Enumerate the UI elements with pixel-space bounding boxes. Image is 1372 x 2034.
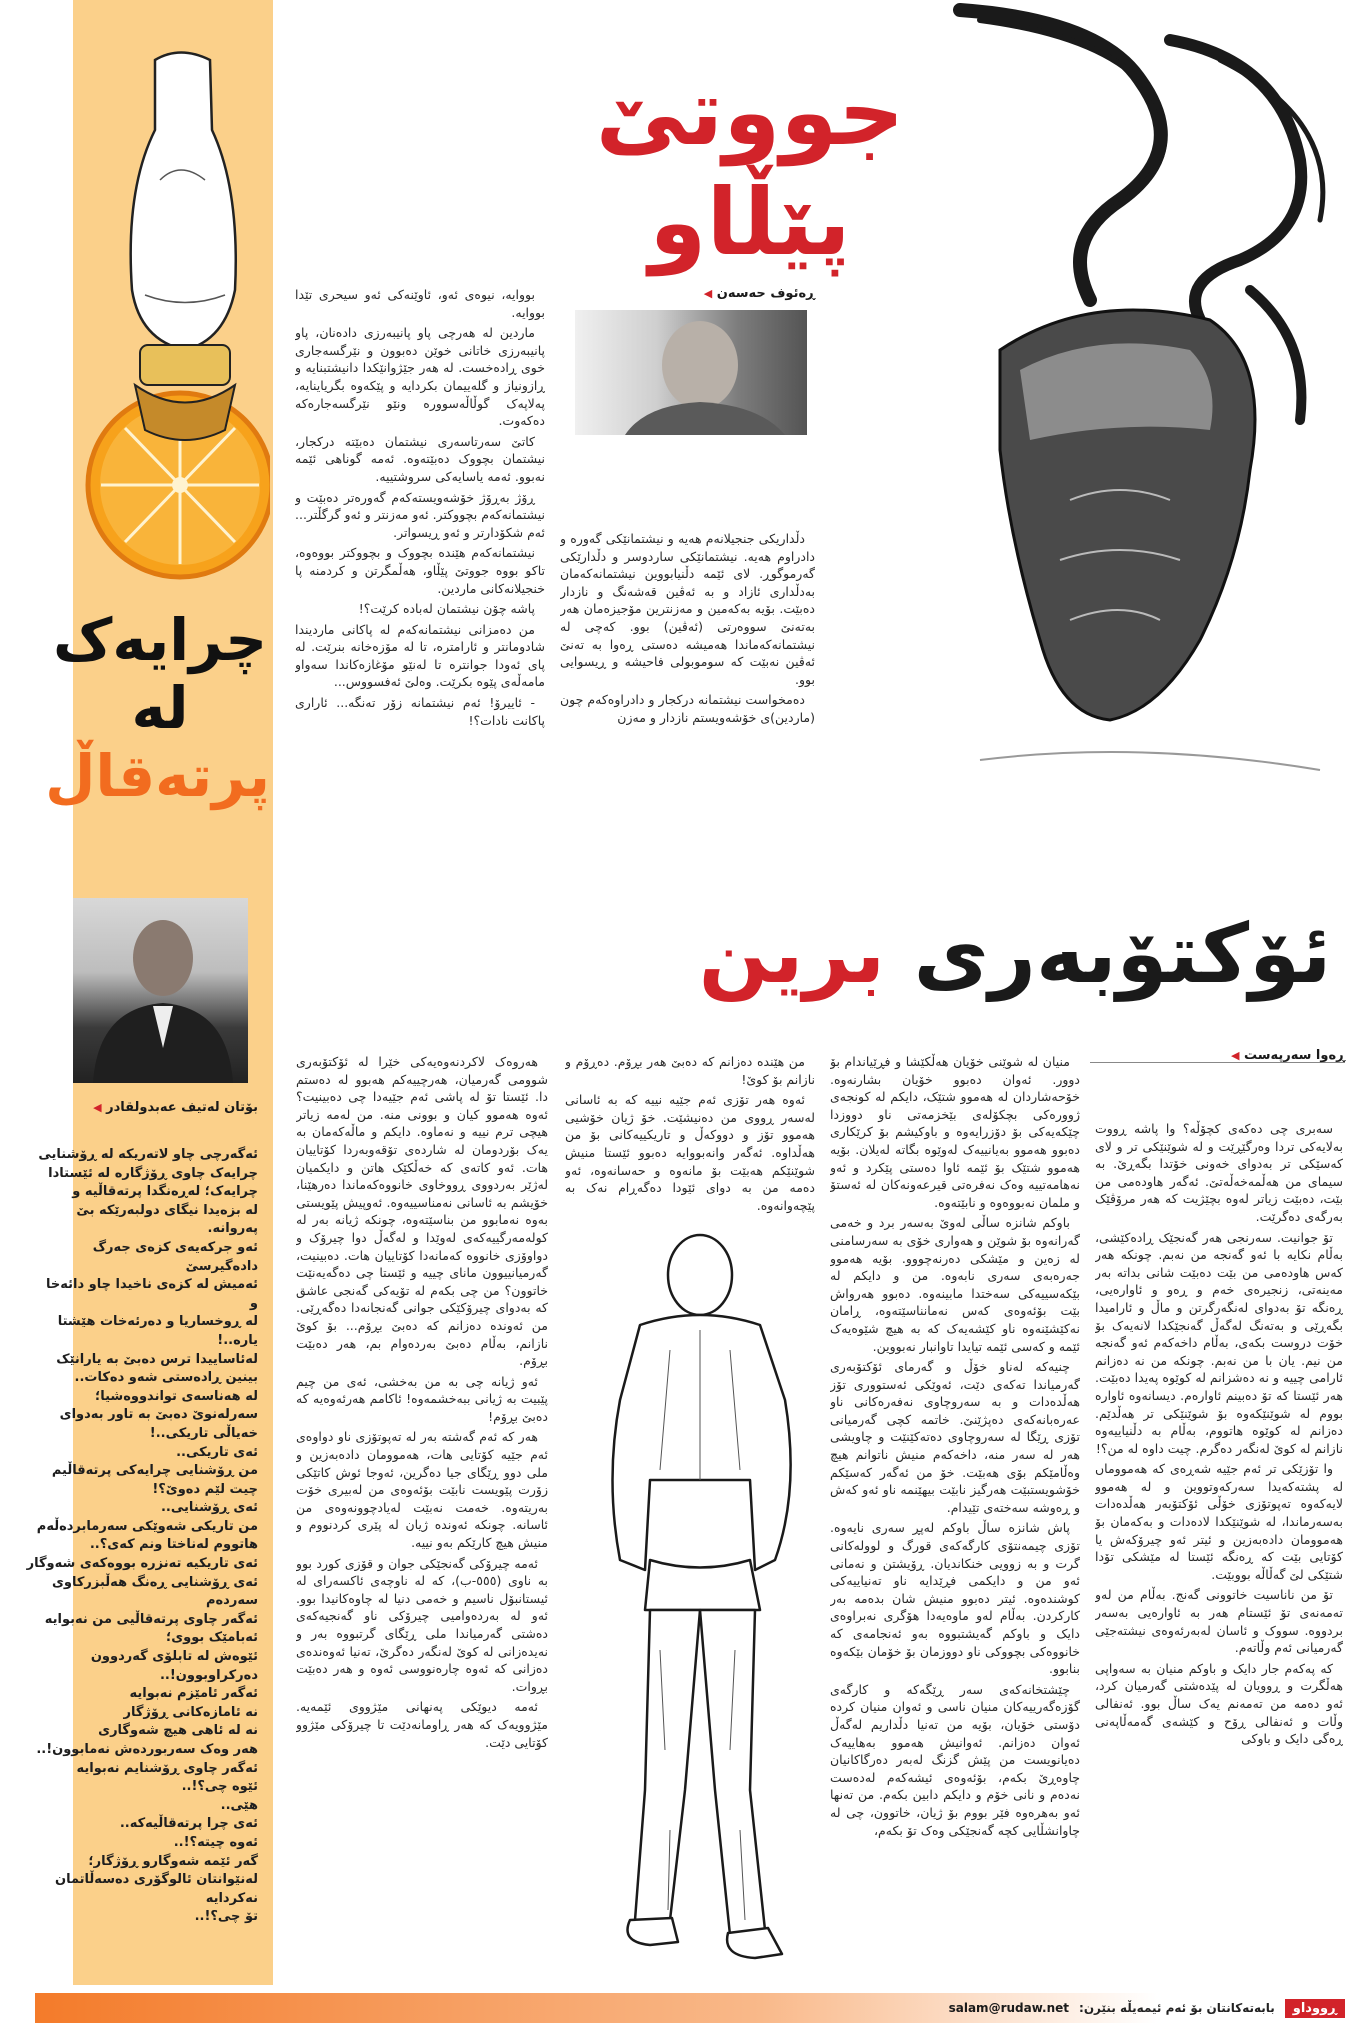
poem-line: ئەگەر چاوی پرتەقاڵیی من نەبوایە bbox=[44, 1611, 258, 1627]
ballet-shoe-illustration bbox=[920, 0, 1360, 820]
author-photo-raouf bbox=[575, 310, 807, 435]
poem-line: دەرکراوبوون!.. bbox=[159, 1667, 258, 1683]
poem-line: ئەی ڕۆشنایی ڕەنگ هەڵبزرکاوی bbox=[51, 1574, 258, 1590]
poem-line: سەردەم bbox=[205, 1593, 258, 1609]
footer-email-link[interactable]: salam@rudaw.net bbox=[948, 2001, 1070, 2015]
byline-marker-icon: ◀ bbox=[703, 287, 713, 300]
paragraph: دەمخواست نیشتمانە درکجار و دادراوەکەم چون (ماردین)ی خۆشەویستم نازدار و مەزن bbox=[560, 692, 815, 725]
paragraph: من هێندە دەزانم کە دەبێ هەر بڕۆم. دەڕۆم و نازانم بۆ کوێ! bbox=[565, 1054, 815, 1087]
poem-line: ئەو جرکەیەی کزەی جەرگ bbox=[92, 1239, 258, 1255]
poem-line: خەیاڵی تاریکی..! bbox=[149, 1425, 258, 1441]
paragraph: ئەمە چیرۆکی گەنجێکی جوان و قۆزی کورد بوو بە ناوی (٥٥٥-ب)، کە لە ناوچەی ئاکسەرای لە ئیستانبۆل ناسیم و خەمی دنیا لە چاوەکانیدا بوو. ئەو لە بەردەوامیی چیرۆکی ناو گەنجیەکەی دەشتی گەرمیاندا ملی ڕێگای گرتبووە بەر و نەیدەزانی لە کوێ لەنگەر دەگرێ، تەنیا ئەوەندەی دەزانی کە ئەوە چارەنووسی ئەوە و هەر دەبێت بڕوات. bbox=[296, 1555, 548, 1694]
paragraph: پاش شانزە ساڵ باوکم لەپڕ سەری نایەوە. تۆزی چیمەنتۆی کارگەکەی قورگ و لوولەکانی گرت و بە زوویی خنکاندیان. ڕۆیشتن و نەمانی ئەو من و دایکمی فڕێدایە ناو تەنیاییەکی کوشندەوە. ئیتر دەبوو منیش شان بدەمە بەر کارکردن. بەڵام لەو ماوەیەدا هۆگری نەبراوەی دایک و باوکم گەیشتبووە بەو ئەنجامەی کە خانووەکی بچووکی ناو دووزمان بۆ خۆمان بێکەوە بنابوو. bbox=[830, 1520, 1080, 1677]
author-name-rawa: ڕەوا سەرپەست bbox=[1243, 1048, 1345, 1063]
poem-line: من ڕۆشنایی چرایەکی پرتەقاڵیم bbox=[51, 1463, 258, 1479]
poem-line: هێی.. bbox=[220, 1797, 258, 1813]
article2-column-2 bbox=[830, 1053, 1080, 1975]
lamp-orange-illustration bbox=[60, 40, 270, 580]
poem-line: و bbox=[249, 1295, 258, 1311]
paragraph: پاشە چۆن نیشتمان لەبادە کرێت؟! bbox=[358, 601, 535, 617]
paragraph: تۆ جوانیت. سەرنجی هەر گەنجێک ڕادەکێشی، بەڵام نکایە با ئەو گەنجە من نەبم. چونکە هەر کەس هاودەمی من بێت دەبێت شانی بداتە بەر مەینەتی، زنجیرەی خەم و ڕەو و ئاوارەیی، ڕەنگە تۆ بەدوای لەنگەرگرتن و ماڵ و ئارامیدا بگەڕێی و بەتەنگ لەگەڵ گەنجێکدا لانەیەک بۆ خۆت دروست بکەی، بەڵام داخەکەم ئەو گەنجە من نیم. یان با من نەبم. چونکە من نە دەزانم ئارامی چییە و نە دەشزانم لە کوێوە پەیدا دەبێت. هەر ئێستا کە تۆ دەبینم ئاوارەم. دیسانەوە ئاوارە بووم لە شوێنێکەوە بۆ شوێنێکی تر هەڵدێم. دەزانم لە کوێوە هاتووم، بەڵام بە دڵنیاییەوە نازانم لە کوێ لەنگەر دەگرم. چیت داوە لە من؟! bbox=[1095, 1229, 1343, 1456]
paragraph: چنیەکە لەناو خۆڵ و گەرمای ئۆکتۆبەری گەرمیاندا تەکەی دێت، ئەوێکی ئەستووری تۆز هەڵدەدات و بە سەروچاوی نەفەرەکانی ناو عەرەبانەکەی دەپژێنێ. خاتمە کچی گەرمیانی تۆزی ڕێگا لە سەروچاوی دەتەکێنێت و چاویشی هەر لە سەر منە، داخەکەم منیش ناتوانم هیچ وەڵامێکم بۆی هەبێت. خۆ من ئەگەر کەسێکم خۆشویستبێت هەرگیز نابێت بیهێنمە ناو ئەو کەش و ڕەوشە سەختەی تێیدام. bbox=[830, 1359, 1080, 1515]
paragraph: - ئاییرۆ! ئەم نیشتمانە زۆر تەنگە... ئاراری پاکانت نادات؟! bbox=[295, 695, 545, 728]
poem-line: لەنێوانتان ئالوگۆری دەسەڵاتمان bbox=[54, 1872, 258, 1888]
poem-line: هەر وەک سەربوردەش نەمابوون!.. bbox=[36, 1742, 258, 1757]
poem-line: من تاریکی شەوێکی سەرمابردەڵەم bbox=[36, 1518, 258, 1534]
footer-text: بابەتەکانتان بۆ ئەم ئیمەیڵە بنێرن: bbox=[1079, 2001, 1275, 2015]
article2-column-3 bbox=[565, 1053, 815, 1223]
paragraph: من دەمزانی نیشتمانەکەم لە پاکانی ماردیندا شادومانتر و ئارامترە، تا لە مۆزەخانە بنرێت. لە پای ئەودا جوانترە تا لەنێو مۆغازەکاندا سەواو مامەڵەی پێوە بکرێت. وەلێ ئەفسووس... bbox=[295, 621, 545, 690]
author-name-butan: بۆتان لەتیف عەبدولقادر bbox=[106, 1100, 258, 1115]
poem-line: هاتووم لەناختا ونم کەی؟.. bbox=[89, 1537, 258, 1553]
poem-line: ئەگەر چاوی ڕۆشنایم نەبوایە bbox=[76, 1760, 258, 1776]
poem-line: نەکردایە bbox=[205, 1890, 258, 1906]
footer-logo: ڕووداو bbox=[1285, 1999, 1345, 2018]
article2-column-1 bbox=[1095, 1120, 1343, 1975]
poem-line: گەر ئێمە شەوگارو ڕۆژگار؛ bbox=[88, 1853, 258, 1869]
poem-line: تۆ چی؟!.. bbox=[194, 1909, 258, 1925]
article1-title: جووتێ پێڵاو bbox=[595, 59, 905, 276]
paragraph: هەروەک لاکردنەوەیەکی خێرا لە ئۆکتۆبەری شوومی گەرمیان، هەرچییەکم هەبوو لە دەستم دا. ئێستا تۆ لە پاشی ئەم جێیەدا چی دەبینیت؟ ئەوە هەموو کیان و بوونی منە. من لەمە زیاتر هیچی ترم نییە و نەماوە. دایکم و ماڵەکەمان بە یەک بۆردومان لە شاردەی تۆقەوبەردا کۆتاییان هات. ئەو کاتەی کە خەڵکێک هاتن و دایکمیان لەژێر بەردووی ڕووخاوی خانووەکەماندا دەرهێنا، خۆیشم بە ئاسانی نەمناسییەوە. ئەوپیش پێویستی بەوە نەمابوو من بناسێتەوە، چونکە ژیانە بەر لە کولەمەرگییەکەی لەوێدا و لەگەڵ دوا چیرۆک و دواوۆزی خانووە کەمانەدا کۆتاییان هات. دەبینیت، گەرمیانییوون مانای چییە و ئێستا چی دەگەیەنێت خاتوون؟ من چی بکەم لە تۆیەکی گەنجی عاشق کە بەدوای چیرۆکێکی جوانی گەنجانەدا دەگەڕێی. من ئەوندە دەزانم کە دەبێ بڕۆم... بۆ کوێ نازانم، بەڵام دەبێ بەردەوام بم، هەر دەبێت بڕۆم. bbox=[296, 1054, 548, 1369]
walking-man-illustration bbox=[550, 1230, 830, 1970]
poem-line: لە هەناسەی تواندووەشیا؛ bbox=[95, 1388, 258, 1404]
article2-column-4 bbox=[296, 1053, 548, 1975]
paragraph: کاتێ سەرتاسەری نیشتمان دەبێتە درکجار، نیشتمان بچووک دەبێتەوە. ئەمە گوناهی ئێمە نەبوو. ئەمە یاسایەکی سروشتییە. bbox=[295, 433, 545, 484]
article1-column-left bbox=[295, 286, 545, 746]
article2-byline bbox=[1100, 1048, 1345, 1063]
article2-title-black: ئۆکتۆبەری bbox=[913, 907, 1332, 1002]
poem-line: ئێوە چی؟!.. bbox=[181, 1779, 258, 1795]
article2-title bbox=[690, 905, 1340, 1005]
poem-line: چرایەک چاوی ڕۆژگارە لە ئێستادا bbox=[48, 1165, 258, 1181]
article1-byline bbox=[575, 286, 815, 301]
paragraph: منیان لە شوێنی خۆیان هەڵکێشا و فڕێیاندام بۆ دوور. ئەوان دەبوو خۆیان بشارنەوە. خۆحەشاردان لە هەموو شتێک، دایکم لە کونجەی ژوورەکی بچکۆلەی بێخزمەتی ناو دووزدا چێکەیەکی بۆ دۆزرایەوە و باوکیشم بۆ کرێکاری دەبوو هەموو بەیانییەک لەوێوە بگاتە لەیلان. بۆیە هەموو شتێک بۆ ئێمە ئاوا دەستی پێکرد و ئەو نەهامەتییە وەک نەفرەتی قیرعەونەکان لە ئەستۆ و ملمان نەبووەوە و نابێتەوە. bbox=[830, 1054, 1080, 1210]
paragraph: ئەو ژیانە چی بە من بەخشی، ئەی من چیم پێبیت بە ژیانی ببەخشمەوە! ئاکامم هەرئەوەیە کە دەبێ بڕۆم! bbox=[296, 1373, 548, 1424]
poem-line: ئەی تاریکی.. bbox=[176, 1444, 258, 1460]
poem-line: لەئاساییدا ترس دەبێ بە یارانێک bbox=[56, 1351, 258, 1367]
poem-line: ئێوەش لە تابلۆی گەردوون bbox=[90, 1649, 258, 1665]
paragraph: کە پەکەم جار دایک و باوکم منیان بە سەواپی هەڵگرت و ڕوویان لە پێدەشتی گەرمیان کرد، ئەو دەمە من تەمەنم یەک ساڵ بوو. ئەنفالی وڵات و ئەنفالی ڕۆح و کێشەی گەمەڵاپەنی ڕەگی دایک و باوکی bbox=[1095, 1660, 1343, 1747]
poem-line: چیت لێم دەوێ؟! bbox=[152, 1481, 258, 1497]
poem-line: ئەی تاریکیە تەنزرە بووەکەی شەوگار bbox=[26, 1556, 258, 1572]
sidebar-title-line3: پرتەقاڵ bbox=[45, 742, 270, 810]
poem-line: ئەی چرا پرتەقاڵیەکە.. bbox=[119, 1816, 258, 1832]
poem-line: سەرلەنوێ دەبێ بە تاور بەدوای bbox=[59, 1407, 258, 1423]
poem-line: یارە..! bbox=[217, 1332, 258, 1348]
paragraph: ئەوە هەر تۆزی ئەم جێیە نییە کە بە ئاسانی لەسەر ڕووی من دەنیشێت. خۆ ژیان خۆشیی هەموو تۆز و دووکەڵ و تاریکییەکانی بۆ من هەڵداوە. ئەگەر وانەبووایە دەبوو ئێستا منیش شوێنێکم هەبێت بۆ مانەوە و حەسانەوە، ئەو دەمە من بە دوای ئێودا دەگەڕام نەک بە پێچەوانەوە. bbox=[565, 1092, 815, 1213]
poem-line: لە بزەیدا نیگای دولبەرێکە بێ bbox=[76, 1202, 258, 1218]
paragraph: سەبری چی دەکەی کچۆڵە؟ وا پاشە ڕووت بەلایەکی تردا وەرگێڕێت و لە شوێنێکی تر و لای کەسێکی تر بەدوای خەونی خۆتدا بگەڕێ. بە سیمای من هەڵمەخەڵەتێ. ئەگەر هاودەمی من بێت، دەبێت زیاتر لەوە بچێژیت کە هەر مرۆڤێک بەرگەی دەگرێت. bbox=[1095, 1121, 1343, 1224]
poem-line: لە ڕوخساریا و دەرئەخات هێشتا bbox=[57, 1314, 258, 1330]
sidebar-title-line2: لە bbox=[131, 674, 189, 742]
poem-line: ئەی ڕۆشنایی.. bbox=[160, 1500, 258, 1516]
paragraph: باوکم شانزە ساڵی لەوێ بەسەر برد و خەمی گەرانەوە بۆ شوێن و هەواری خۆی بە سەرسامنی لە زەین و مێشکی دەرنەچووو. بۆیە هەموو جەرەبەی سەری نابەوە. من و دایکم لە بێکەسییەکی سەختدا مابینەوە. دەبوو هەرواش بێت بۆئەوەی کەس نەمانناسێتەوە، ڕامان نەکێشێنەوە ناو کێشەیەک کە بە هیچ شێوەیەک ئێمە و کەسی ئێمە تیایدا تاوانبار نەبووین. bbox=[830, 1215, 1080, 1354]
poem-line: پەروانە. bbox=[207, 1221, 258, 1237]
paragraph: بووایە، نیوەی ئەو، ئاوێنەکی ئەو سیحری تێدا بووایە. bbox=[295, 287, 545, 320]
paragraph: ماردین لە هەرچی پاو پانیبەرزی دادەنان، پاو پانیبەرزی خاتانی خوێن دەبوون و نێرگسەجاری خوی ڕادەخست. لە هەر جێژوانێکدا دانیشتبنایە و ڕازونیاز و گلەییمان بکردایە و پێکەوە بگریاینایە، پەلاپەک گوڵاڵەسووره ونێو نێرگسەجارەکە دەکەوت. bbox=[295, 325, 545, 429]
poem-line: بینین ڕادەستی شەو دەکات.. bbox=[74, 1370, 258, 1386]
byline-marker-icon: ◀ bbox=[1230, 1049, 1240, 1062]
sidebar-title-line1: چرایەک bbox=[52, 606, 268, 674]
sidebar-byline bbox=[73, 1100, 258, 1115]
poem-line: نە ئامازەکانی ڕۆژگار bbox=[123, 1704, 258, 1720]
poem-line: ئەگەر ئامێزم نەبوایە bbox=[129, 1686, 258, 1702]
author-photo-butan bbox=[73, 898, 248, 1083]
poem-line: ئەمیش لە کزەی ناخیدا چاو دائەخا bbox=[45, 1277, 258, 1293]
paragraph: تۆ من ناناسیت خاتوونی گەنج. بەڵام من لەو تەمەنەی تۆ ئێستام هەر بە ئاوارەیی بەسەر بردووە. سووک و ئاسان لەبەرئەوەی نیشتەجێی گەرمیانی ئەم وڵاتەم. bbox=[1095, 1587, 1343, 1656]
poem-line: چرایەک؛ لەڕەنگدا پرتەقاڵیە و bbox=[72, 1184, 258, 1200]
poem-line: ئەبامێک بووی؛ bbox=[166, 1630, 258, 1646]
byline-marker-icon: ◀ bbox=[93, 1101, 102, 1114]
author-name-raouf: ڕەئوف حەسەن bbox=[716, 286, 815, 301]
article1-column-right bbox=[560, 530, 815, 750]
paragraph: نیشتمانەکەم هێندە بچووک و بچووکتر بووەوە، تاکو بووە جووتێ پێڵاو، هەڵمگرتن و کردمنە پا خنجیلانەکانی ماردین. bbox=[295, 545, 545, 596]
sidebar-title bbox=[45, 606, 270, 810]
paragraph: چێشتخانەکەی سەر ڕێگەکە و کارگەی گۆزەگەرییەکان منیان ناسی و ئەوان منیان کردە دۆستی خۆیان، بۆیە من تەنیا دڵداریم لەگەڵ ئەوان دەزانم. ئەوانیش هەموو بەهاییەک دەیانویست من پێش گزنگ لەبەر دەرگاکانیان چاوەڕێ بکەم، بۆئەوەی ئیشەکەم لەدەست نەدەم و نانی خۆم و دایکم دابین بکەم. من تەنها ئەو بەهرەوە فێر بووم بۆ ژیان، خاتوون، چی لە چاوانشڵایی کچە گەنجێکی وەک تۆ بکەم، bbox=[830, 1681, 1080, 1838]
sidebar-poem bbox=[26, 1146, 258, 1927]
person-silhouette-icon bbox=[575, 310, 807, 435]
article2-title-red: برین bbox=[698, 907, 886, 1002]
paragraph: ڕۆژ بەڕۆژ خۆشەویستەکەم گەورەتر دەبێت و نیشتمانەکەم بچووکتر. ئەو مەزنتر و ئەو گرگڵتر... ئەم شکۆدارتر و ئەو ڕیسواتر. bbox=[295, 489, 545, 540]
paragraph: ئەمە دیوێکی پەنهانی مێژووی ئێمەیە. مێژوویەک کە هەر ڕاومانەدێت تا چیرۆکی مێژوو کۆتایی دێت. bbox=[296, 1699, 548, 1750]
poem-line: ئەگەرچی چاو لاتەریکە لە ڕۆشنایی bbox=[38, 1147, 258, 1162]
paragraph: هەر کە ئەم گەشتە بەر لە تەپوتۆزی ناو دواوەی ئەم جێیە کۆتایی هات، هەموومان دادەبەزین و ملی دوو ڕێگای جیا دەگرین، ئەوجا ئوش کاتێکی زۆرت پێویست نابێت بۆئەوەی من لەبیری خۆت بەریتەوە. خەمت نەبێت لەیادچوونەوەی من ئاسانە. چونکە ئەوندە ژیان لە پێری کردنووم و منیش هیچ کارێکم بەو نییە. bbox=[296, 1429, 548, 1551]
paragraph: دڵداریکی جنجیلانەم هەیە و نیشتمانێکی گەورە و دادراوم هەیە. نیشتمانێکی ساردوسر و دڵدارێکی گەرموگوڕ. لای ئێمە دڵنیابووین نیشتمانەکەمان بەدڵداری ئازاد و بە ئەڤین قەشەنگ و نازدار دەبێت. بۆیە بەکەمین و مەزنترین مۆجیزەمان هەر بەتەنێ سووەرتی (ئەڤین) بوو. کەچی لە نیشتمانەکەماندا هەمیشە دەستی ڕەوا بە تەنێ ئەڤین نەبێت کە سوموبولی فاحیشە و ڕیسوایی بوو. bbox=[560, 531, 815, 687]
paragraph: وا تۆزێکی تر ئەم جێیە شەڕەی کە هەمووماں لە پشتەکەیدا سەرکەوتووین و لە هەموو لایەکەوە تەپوتۆزی خۆڵی ئۆکتۆبەر هەڵدەدات بەسەرماندا، لە شوێنێکدا لادەدات و بەکەمان بۆ هەموومان دادەبەزین و ئیتر ئەو چیرۆکەش یا کۆتایی بێت کە ڕەنگە ئێستا لە مێشکی تۆدا شتێکی لێ گەڵاڵە بووبێت. bbox=[1095, 1461, 1343, 1582]
footer-content bbox=[900, 1996, 1345, 2020]
person-silhouette-icon bbox=[73, 898, 248, 1083]
poem-line: دادەگیرسێ bbox=[185, 1258, 258, 1274]
poem-line: نە لە ئاهی هیچ شەوگاری bbox=[98, 1723, 258, 1739]
poem-line: ئەوە چیتە؟!.. bbox=[173, 1834, 258, 1850]
